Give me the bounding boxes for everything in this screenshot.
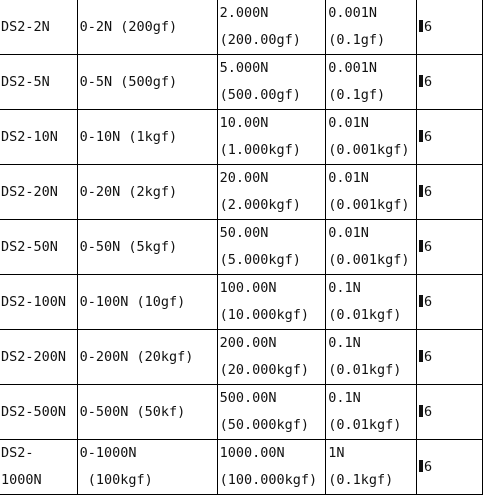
table-row: [0, 440, 483, 495]
table-row: [0, 385, 483, 440]
range-text: 0-5N (500gf): [79, 74, 178, 90]
capacity-cell: [217, 330, 326, 385]
code-mark: [419, 185, 423, 197]
range-text-line1: 0-1000N: [79, 445, 137, 461]
capacity-cell: [217, 165, 326, 220]
resolution-kgf: (0.001kgf): [328, 142, 410, 158]
resolution-newton: 0.001N: [328, 5, 378, 21]
resolution-kgf: (0.001kgf): [328, 252, 410, 268]
model-cell: [0, 275, 77, 330]
capacity-newton: 10.00N: [219, 115, 269, 131]
model-text-line1: DS2-: [1, 445, 34, 461]
capacity-kgf: (500.00gf): [219, 87, 301, 103]
code-cell: [417, 385, 483, 440]
range-cell: [77, 330, 217, 385]
capacity-newton: 1000.00N: [219, 445, 285, 461]
code-mark: [419, 240, 423, 252]
capacity-kgf: (50.000kgf): [219, 417, 310, 433]
code-cell: [417, 220, 483, 275]
code-cell: [417, 275, 483, 330]
range-text: 0-2N (200gf): [79, 19, 178, 35]
table-row: [0, 165, 483, 220]
code-mark: [419, 405, 423, 417]
capacity-newton: 200.00N: [219, 335, 277, 351]
resolution-newton: 0.1N: [328, 280, 361, 296]
capacity-kgf: (20.000kgf): [219, 362, 310, 378]
code-mark: [419, 75, 423, 87]
table-row: [0, 330, 483, 385]
model-cell: [0, 440, 77, 495]
range-cell: [77, 0, 217, 55]
model-text: DS2-5N: [1, 74, 50, 90]
table-row: [0, 275, 483, 330]
range-text: 0-100N (10gf): [79, 294, 186, 310]
code-digit: 6: [424, 459, 433, 475]
model-text: DS2-2N: [1, 19, 50, 35]
capacity-cell: [217, 275, 326, 330]
range-cell: [77, 440, 217, 495]
capacity-cell: [217, 385, 326, 440]
resolution-newton: 1N: [328, 445, 345, 461]
range-text-line2: (100kgf): [79, 472, 153, 488]
capacity-newton: 50.00N: [219, 225, 269, 241]
code-digit: 6: [424, 294, 433, 310]
resolution-cell: [326, 330, 417, 385]
capacity-kgf: (100.000kgf): [219, 472, 318, 488]
resolution-newton: 0.001N: [328, 60, 378, 76]
capacity-kgf: (5.000kgf): [219, 252, 301, 268]
resolution-cell: [326, 385, 417, 440]
model-text: DS2-10N: [1, 129, 58, 145]
range-cell: [77, 275, 217, 330]
resolution-cell: [326, 0, 417, 55]
range-cell: [77, 385, 217, 440]
resolution-cell: [326, 165, 417, 220]
model-text: DS2-50N: [1, 239, 58, 255]
capacity-cell: [217, 55, 326, 110]
resolution-kgf: (0.001kgf): [328, 197, 410, 213]
resolution-kgf: (0.01kgf): [328, 362, 402, 378]
model-cell: [0, 110, 77, 165]
capacity-kgf: (2.000kgf): [219, 197, 301, 213]
model-cell: [0, 220, 77, 275]
table-row: [0, 110, 483, 165]
resolution-newton: 0.1N: [328, 335, 361, 351]
resolution-kgf: (0.1gf): [328, 32, 386, 48]
resolution-newton: 0.01N: [328, 225, 369, 241]
model-text: DS2-500N: [1, 404, 67, 420]
model-cell: [0, 330, 77, 385]
table-row: [0, 0, 483, 55]
code-digit: 6: [424, 129, 433, 145]
model-cell: [0, 55, 77, 110]
model-cell: [0, 165, 77, 220]
code-cell: [417, 55, 483, 110]
model-text: DS2-20N: [1, 184, 58, 200]
resolution-cell: [326, 220, 417, 275]
resolution-newton: 0.01N: [328, 115, 369, 131]
capacity-newton: 100.00N: [219, 280, 277, 296]
resolution-newton: 0.1N: [328, 390, 361, 406]
range-cell: [77, 55, 217, 110]
resolution-kgf: (0.1kgf): [328, 472, 394, 488]
capacity-newton: 2.000N: [219, 5, 269, 21]
resolution-kgf: (0.01kgf): [328, 307, 402, 323]
capacity-cell: [217, 0, 326, 55]
model-cell: [0, 385, 77, 440]
capacity-newton: 5.000N: [219, 60, 269, 76]
capacity-cell: [217, 110, 326, 165]
range-text: 0-50N (5kgf): [79, 239, 178, 255]
model-cell: [0, 0, 77, 55]
range-text: 0-200N (20kgf): [79, 349, 194, 365]
code-mark: [419, 20, 423, 32]
capacity-newton: 20.00N: [219, 170, 269, 186]
code-digit: 6: [424, 404, 433, 420]
code-cell: [417, 165, 483, 220]
resolution-kgf: (0.1gf): [328, 87, 386, 103]
resolution-cell: [326, 440, 417, 495]
capacity-kgf: (10.000kgf): [219, 307, 310, 323]
table-row: [0, 220, 483, 275]
range-cell: [77, 110, 217, 165]
resolution-cell: [326, 55, 417, 110]
model-text: DS2-200N: [1, 349, 67, 365]
code-mark: [419, 295, 423, 307]
capacity-cell: [217, 220, 326, 275]
capacity-cell: [217, 440, 326, 495]
code-cell: [417, 440, 483, 495]
range-text: 0-10N (1kgf): [79, 129, 178, 145]
range-text: 0-20N (2kgf): [79, 184, 178, 200]
resolution-cell: [326, 275, 417, 330]
resolution-newton: 0.01N: [328, 170, 369, 186]
code-mark: [419, 460, 423, 472]
resolution-kgf: (0.01kgf): [328, 417, 402, 433]
capacity-kgf: (1.000kgf): [219, 142, 301, 158]
resolution-cell: [326, 110, 417, 165]
range-text: 0-500N (50kf): [79, 404, 186, 420]
capacity-kgf: (200.00gf): [219, 32, 301, 48]
code-digit: 6: [424, 239, 433, 255]
table-row: [0, 55, 483, 110]
model-text-line2: 1000N: [1, 472, 42, 488]
code-mark: [419, 350, 423, 362]
code-digit: 6: [424, 74, 433, 90]
model-text: DS2-100N: [1, 294, 67, 310]
code-cell: [417, 0, 483, 55]
code-cell: [417, 330, 483, 385]
code-mark: [419, 130, 423, 142]
code-digit: 6: [424, 184, 433, 200]
code-digit: 6: [424, 19, 433, 35]
code-cell: [417, 110, 483, 165]
range-cell: [77, 220, 217, 275]
range-cell: [77, 165, 217, 220]
code-digit: 6: [424, 349, 433, 365]
capacity-newton: 500.00N: [219, 390, 277, 406]
